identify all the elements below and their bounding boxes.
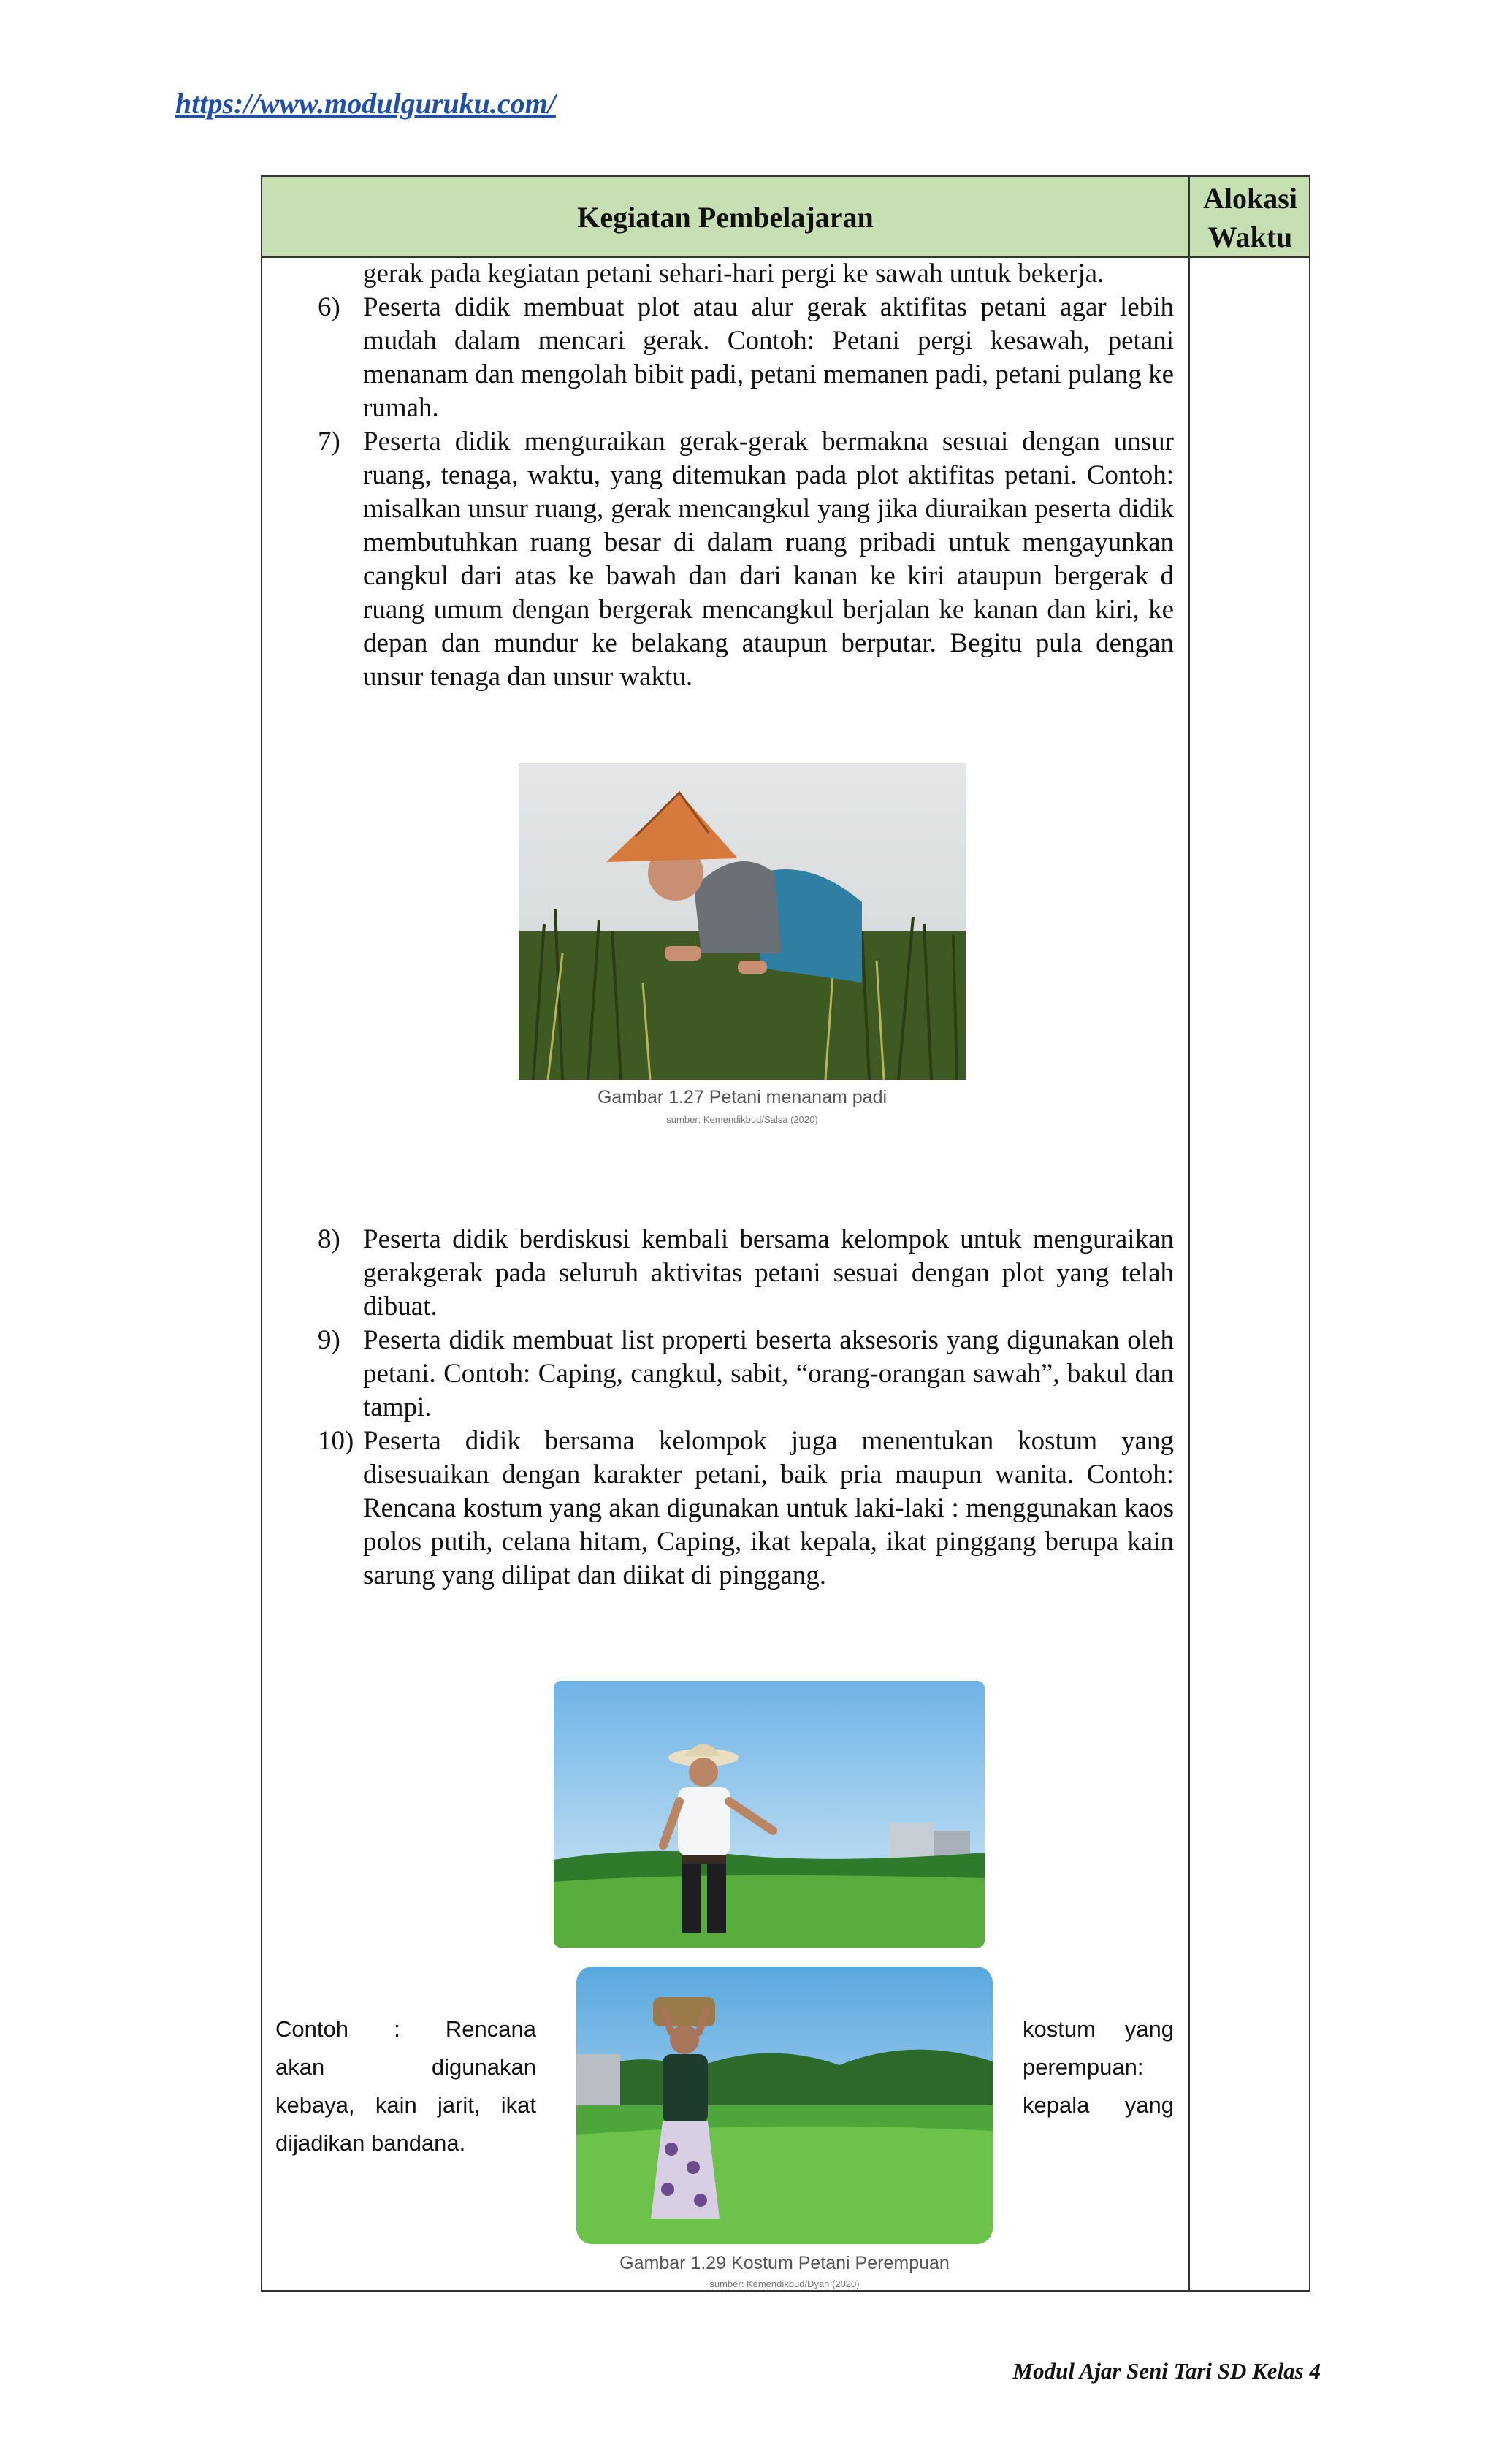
farmer-planting-illustration	[519, 763, 966, 1080]
header-alokasi-line1: Alokasi	[1203, 181, 1297, 215]
column-divider	[1188, 177, 1190, 2290]
item-text-6: Peserta didik membuat plot atau alur gerak aktifitas petani agar lebih mudah dalam mencari gerak. Contoh: Petani pergi kesawah, petani menanam dan mengolah bibit padi, petani memanen padi, petani pulang ke rumah.	[363, 292, 1174, 423]
right-line-3: kepala yang	[1023, 2092, 1174, 2118]
costume-note-right	[1023, 2010, 1174, 2124]
footer-text: Modul Ajar Seni Tari SD Kelas 4	[1012, 2358, 1321, 2384]
left-line-2: akan digunakan	[275, 2054, 536, 2080]
figure-1-caption-block	[519, 1087, 966, 1125]
left-line-1: Contoh : Rencana	[275, 2016, 536, 2042]
figure-2-caption: Gambar 1.29 Kostum Petani Perempuan	[619, 2253, 950, 2273]
figure-1-source: sumber: Kemendikbud/Salsa (2020)	[666, 1114, 818, 1125]
figure-2-caption-block	[576, 2253, 993, 2289]
left-line-4: dijadikan bandana.	[275, 2130, 466, 2156]
right-line-1: kostum yang	[1023, 2016, 1174, 2042]
costume-note-left	[275, 2010, 536, 2162]
header-alokasi-line2: Waktu	[1207, 220, 1293, 253]
right-line-2: perempuan:	[1023, 2054, 1144, 2080]
item-number-10: 10)	[318, 1426, 354, 1456]
female-farmer-costume-photo	[576, 1967, 993, 2244]
left-line-1-row	[275, 2010, 536, 2048]
item-text-8: Peserta didik berdiskusi kembali bersama kelompok untuk menguraikan gerakgerak pada seluruh aktivitas petani sesuai dengan plot yang telah dibuat.	[363, 1224, 1174, 1321]
continuation-text: gerak pada kegiatan petani sehari-hari pergi ke sawah untuk bekerja.	[363, 259, 1104, 289]
left-line-3: kebaya, kain jarit, ikat	[275, 2092, 536, 2118]
item-number-8: 8)	[318, 1224, 340, 1254]
item-text-9: Peserta didik membuat list properti beserta aksesoris yang digunakan oleh petani. Contoh: Caping, cangkul, sabit, “orang-orangan sawah”, bakul dan tampi.	[363, 1325, 1174, 1422]
item-text-10: Peserta didik bersama kelompok juga menentukan kostum yang disesuaikan dengan karakter petani, baik pria maupun wanita. Contoh: Rencana kostum yang akan digunakan untuk laki-laki : menggunakan kaos polos putih, celana hitam, Caping, ikat kepala, ikat pinggang berupa kain sarung yang dilipat dan diikat di pinggang.	[363, 1426, 1174, 1590]
item-number-6: 6)	[318, 292, 340, 322]
header-alokasi	[1190, 177, 1310, 258]
figure-2-source: sumber: Kemendikbud/Dyan (2020)	[709, 2278, 860, 2289]
item-number-9: 9)	[318, 1325, 340, 1355]
item-text-7: Peserta didik menguraikan gerak-gerak bermakna sesuai dengan unsur ruang, tenaga, waktu, yang ditemukan pada plot aktifitas petani. Contoh: misalkan unsur ruang, gerak mencangkul yang jika diuraikan peserta didik membutuhkan ruang besar di dalam ruang pribadi untuk mengayunkan cangkul dari atas ke bawah dan dari kanan ke kiri ataupun bergerak d ruang umum dengan bergerak mencangkul berjalan ke kanan dan kiri, ke depan dan mundur ke belakang ataupun berputar. Begitu pula dengan unsur tenaga dan unsur waktu.	[363, 427, 1174, 692]
male-farmer-costume-photo	[554, 1681, 985, 1948]
item-number-7: 7)	[318, 427, 340, 457]
header-link[interactable]: https://www.modulguruku.com/	[175, 87, 556, 120]
header-kegiatan: Kegiatan Pembelajaran	[577, 201, 874, 234]
figure-1-caption: Gambar 1.27 Petani menanam padi	[597, 1087, 888, 1107]
